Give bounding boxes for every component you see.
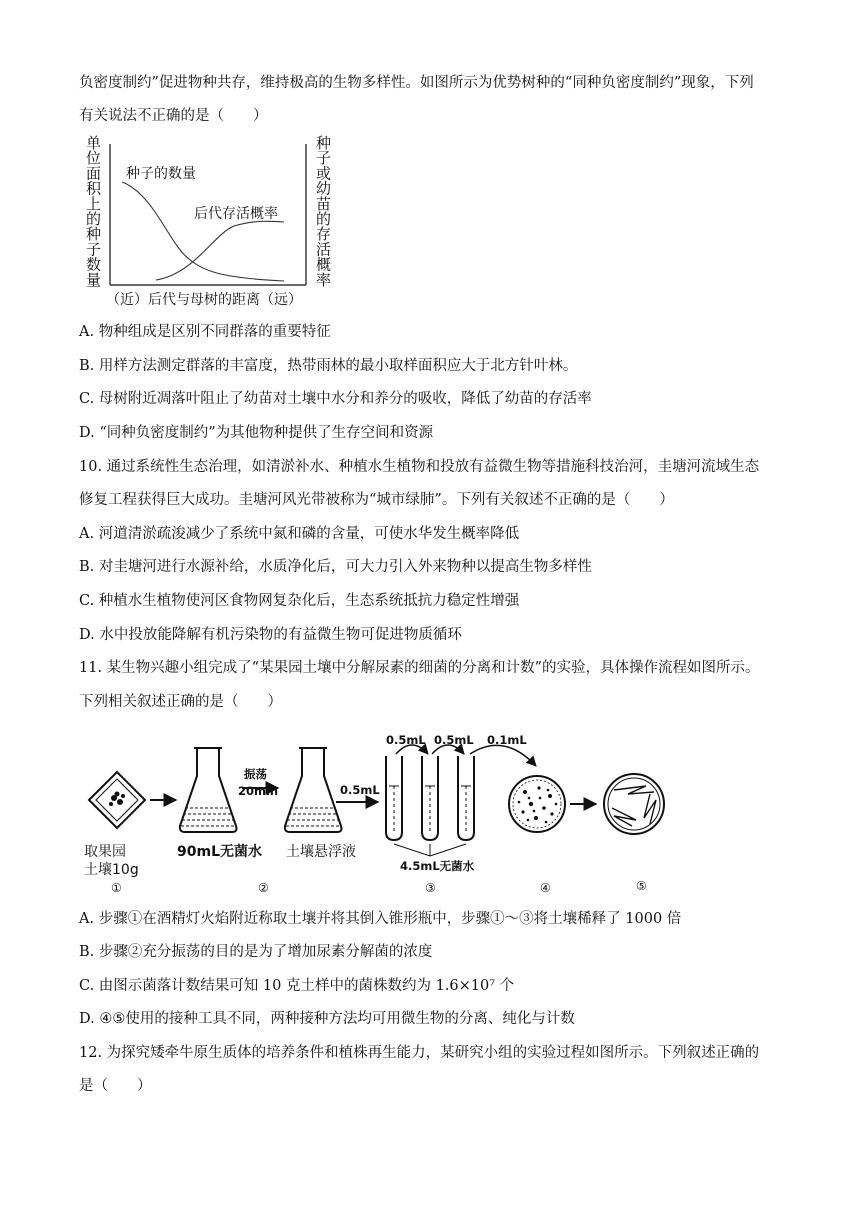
soil-label-2: 土壤10g xyxy=(84,862,139,878)
spread-plate-icon xyxy=(509,776,565,832)
q11-option-a: A. 步骤①在酒精灯火焰附近称取土壤并将其倒入锥形瓶中，步骤①～③将土壤稀释了 1000 倍 xyxy=(79,911,682,927)
q10-stem-line-1: 10. 通过系统性生态治理，如清淤补水、种植水生植物和投放有益微生物等措施科技治河，圭塘河流域生态 xyxy=(79,459,760,475)
flask-water-icon xyxy=(180,748,237,832)
vertical-char: 率 xyxy=(316,270,332,289)
step-4-number: ④ xyxy=(540,881,551,895)
intro-line-2: 有关说法不正确的是（ ） xyxy=(79,108,268,124)
vertical-char: 苗 xyxy=(316,194,332,213)
suspension-label: 土壤悬浮液 xyxy=(286,844,356,860)
step-2-number: ② xyxy=(258,881,269,895)
water-label: 90mL无菌水 xyxy=(177,844,262,860)
q12-stem-line-2: 是（ ） xyxy=(79,1078,152,1094)
step-1-number: ① xyxy=(111,881,122,895)
vertical-char: 子 xyxy=(86,240,102,259)
soil-sample-icon xyxy=(89,772,145,828)
vertical-char: 子 xyxy=(316,149,332,168)
streak-plate-icon xyxy=(604,774,664,834)
svg-text:单位面积上的种子数量 xyxy=(86,134,102,289)
q9-option-b: B. 用样方法测定群落的丰富度，热带雨林的最小取样面积应大于北方针叶林。 xyxy=(79,358,578,374)
seed-survival-figure xyxy=(84,134,344,312)
transfer-volume-label: 0.5mL xyxy=(340,783,380,797)
survival-label: 后代存活概率 xyxy=(194,206,278,222)
svg-text:种子或幼苗的存活概率 xyxy=(316,134,331,289)
q11-option-b: B. 步骤②充分振荡的目的是为了增加尿素分解菌的浓度 xyxy=(79,944,433,960)
vertical-char: 的 xyxy=(316,210,332,228)
y-left-axis-label xyxy=(86,134,102,289)
q11-option-c: C. 由图示菌落计数结果可知 10 克土样中的菌株数约为 1.6×10⁷ 个 xyxy=(79,978,515,994)
vertical-char: 或 xyxy=(316,164,332,183)
seed-count-label: 种子的数量 xyxy=(126,166,196,182)
vertical-char: 数 xyxy=(86,255,102,274)
vertical-char: 上 xyxy=(86,194,102,213)
soil-label-1: 取果园 xyxy=(84,844,126,860)
q10-option-d: D. 水中投放能降解有机污染物的有益微生物可促进物质循环 xyxy=(79,627,462,643)
step-5-number: ⑤ xyxy=(636,879,647,893)
q12-stem-line-1: 12. 为探究矮牵牛原生质体的培养条件和植株再生能力，某研究小组的实验过程如图所示。下列叙述正确的 xyxy=(79,1045,760,1061)
shake-label-1: 振荡 xyxy=(244,767,267,781)
vertical-char: 概 xyxy=(316,255,332,274)
vertical-char: 存 xyxy=(316,225,332,244)
dilution-flow-figure xyxy=(84,728,704,898)
plate-volume-label: 0.1mL xyxy=(487,733,527,747)
intro-line-1: 负密度制约”促进物种共存，维持极高的生物多样性。如图所示为优势树种的“同种负密度制约”现象，下列 xyxy=(79,75,754,91)
q11-stem-line-2: 下列相关叙述正确的是（ ） xyxy=(79,694,282,710)
vertical-char: 量 xyxy=(86,270,102,289)
q11-stem-line-1: 11. 某生物兴趣小组完成了“某果园土壤中分解尿素的细菌的分离和计数”的实验，具体操作流程如图所示。 xyxy=(79,660,760,676)
q11-option-d: D. ④⑤使用的接种工具不同，两种接种方法均可用微生物的分离、纯化与计数 xyxy=(79,1011,575,1027)
q10-option-b: B. 对圭塘河进行水源补给，水质净化后，可大力引入外来物种以提高生物多样性 xyxy=(79,559,592,575)
q9-option-a: A. 物种组成是区别不同群落的重要特征 xyxy=(79,324,331,340)
vertical-char: 单 xyxy=(86,134,102,152)
seed-count-curve xyxy=(122,182,284,281)
y-right-axis-label xyxy=(316,134,331,289)
vertical-char: 积 xyxy=(86,179,102,198)
q9-option-c: C. 母树附近凋落叶阻止了幼苗对土壤中水分和养分的吸收，降低了幼苗的存活率 xyxy=(79,391,592,407)
tube2-volume-label: 0.5mL xyxy=(434,733,474,747)
vertical-char: 面 xyxy=(86,164,102,183)
q10-option-a: A. 河道清淤疏浚减少了系统中氮和磷的含量，可使水华发生概率降低 xyxy=(79,526,520,542)
vertical-char: 位 xyxy=(86,149,102,168)
q10-stem-line-2: 修复工程获得巨大成功。圭塘河风光带被称为“城市绿肺”。下列有关叙述不正确的是（ ） xyxy=(79,492,674,508)
q9-option-d: D. “同种负密度制约”为其他物种提供了生存空间和资源 xyxy=(79,425,434,441)
vertical-char: 的 xyxy=(86,210,102,228)
vertical-char: 种 xyxy=(86,225,102,244)
vertical-char: 活 xyxy=(316,240,332,259)
vertical-char: 种 xyxy=(316,134,332,152)
step-3-number: ③ xyxy=(425,881,436,895)
tubes-water-label: 4.5mL无菌水 xyxy=(400,859,475,873)
vertical-char: 幼 xyxy=(316,179,332,198)
test-tubes-icon xyxy=(386,745,536,856)
shake-label-2: 20min xyxy=(238,784,279,798)
q10-option-c: C. 种植水生植物使河区食物网复杂化后，生态系统抵抗力稳定性增强 xyxy=(79,593,520,609)
survival-curve xyxy=(156,221,284,280)
tube1-volume-label: 0.5mL xyxy=(386,733,426,747)
x-axis-label: （近）后代与母树的距离（远） xyxy=(106,292,302,308)
flask-suspension-icon xyxy=(285,748,342,832)
